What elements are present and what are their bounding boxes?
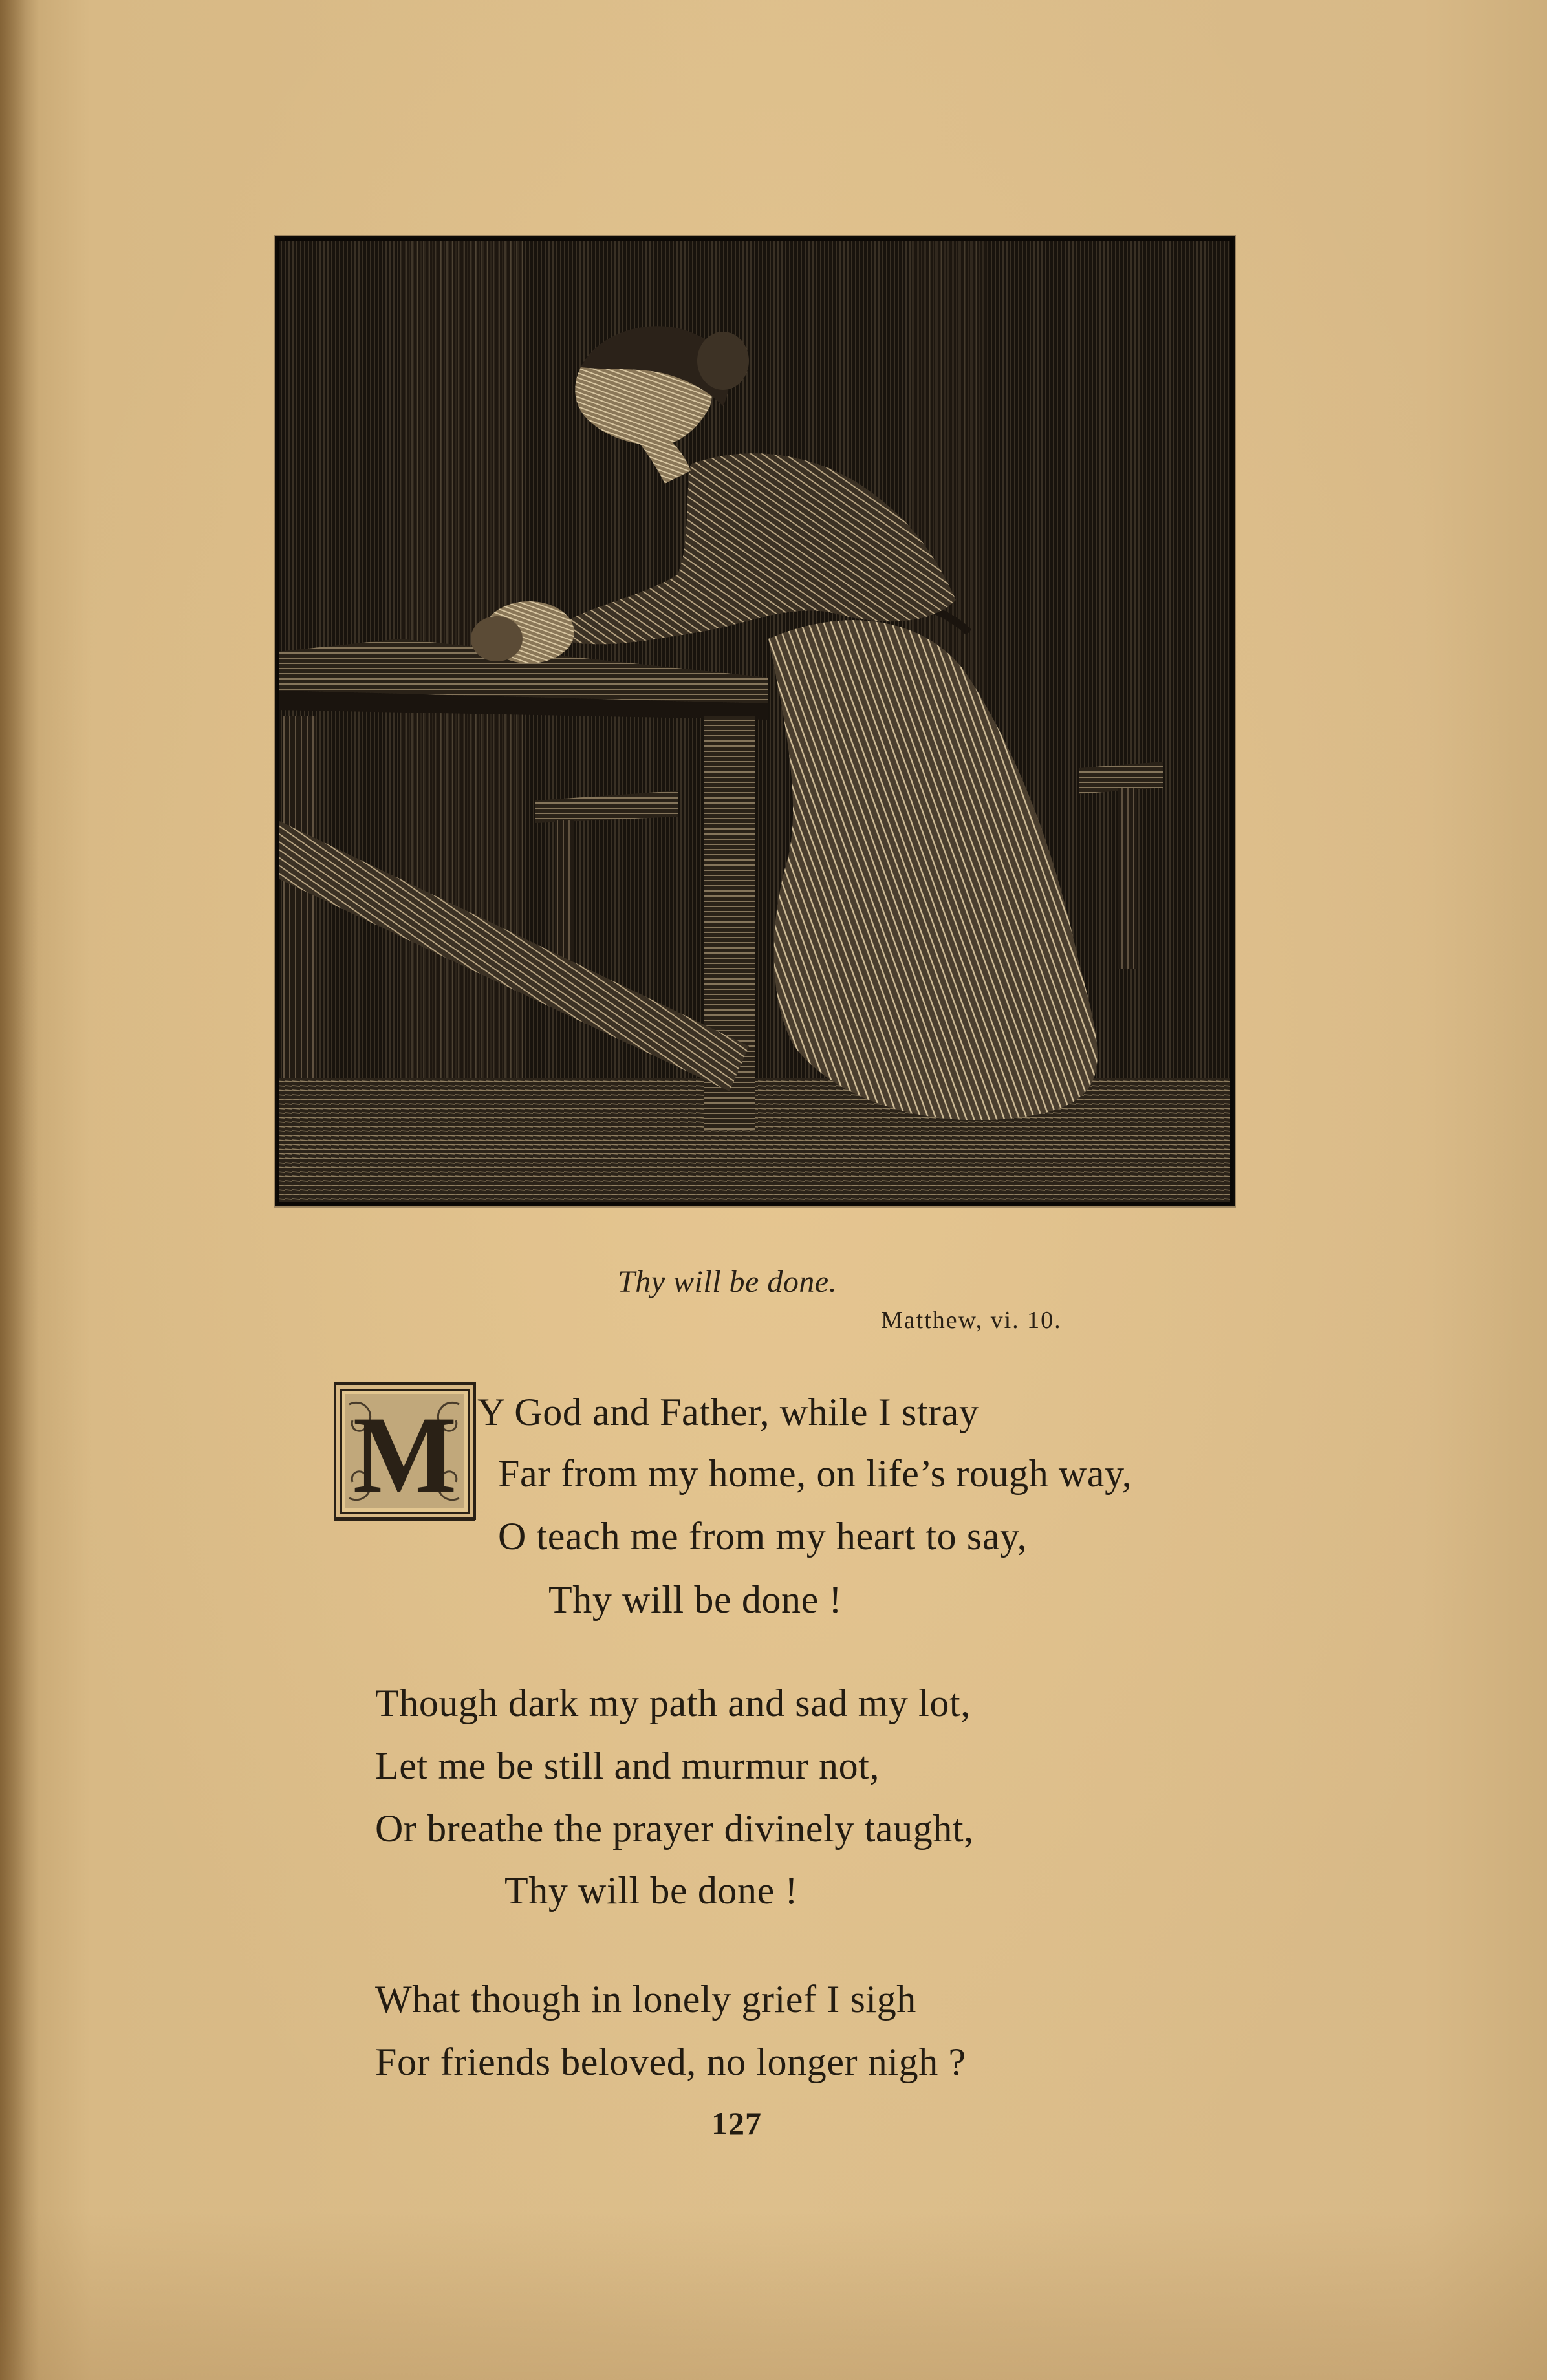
svg-text:M: M — [352, 1394, 457, 1516]
engraving-illustration — [275, 236, 1235, 1206]
poem-line: Thy will be done ! — [504, 1869, 799, 1912]
poem-line: Y God and Father, while I stray — [477, 1391, 979, 1433]
poem-line: Though dark my path and sad my lot, — [375, 1682, 971, 1724]
poem-line: Or breathe the prayer divinely taught, — [375, 1807, 974, 1850]
caption-text: Thy will be done. — [618, 1265, 838, 1299]
ornamental-drop-cap-icon — [336, 1385, 473, 1517]
poem-line: For friends beloved, no longer nigh ? — [375, 2041, 966, 2083]
drop-cap — [334, 1382, 476, 1520]
drop-cap-vertical-rule — [473, 1384, 475, 1521]
poem-line: Thy will be done ! — [548, 1578, 843, 1621]
poem-line: Far from my home, on life’s rough way, — [498, 1452, 1132, 1495]
caption-source: Matthew, vi. 10. — [881, 1307, 1062, 1334]
drop-cap-rule — [334, 1519, 473, 1521]
praying-woman-engraving — [277, 238, 1233, 1205]
page-number: 127 — [711, 2105, 762, 2141]
spine-shadow — [0, 0, 39, 2380]
poem-line: What though in lonely grief I sigh — [375, 1978, 916, 2021]
poem-line: O teach me from my heart to say, — [498, 1515, 1028, 1558]
poem-line: Let me be still and murmur not, — [375, 1744, 880, 1787]
